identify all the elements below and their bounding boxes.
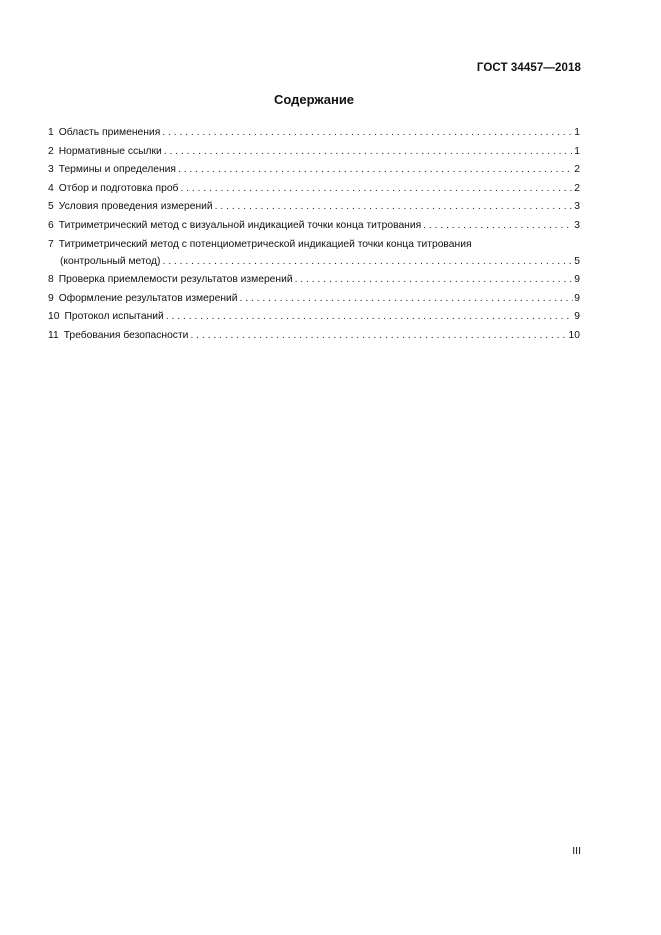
toc-entry-number: 2 <box>48 145 54 157</box>
toc-entry-label: Отбор и подготовка проб <box>58 182 179 194</box>
toc-entry-page: 1 <box>574 145 580 157</box>
toc-entry-label: Проверка приемлемости результатов измерений <box>58 274 293 286</box>
toc-entry-label: Область применения <box>58 127 161 138</box>
toc-entry-page: 9 <box>574 292 580 304</box>
toc-entry[interactable] <box>48 217 580 236</box>
toc-entry-label: Нормативные ссылки <box>58 145 162 157</box>
toc-leader-dots <box>240 290 574 309</box>
toc-entry-continuation[interactable] <box>48 253 580 272</box>
table-of-contents <box>48 124 580 346</box>
toc-entry-page: 2 <box>574 164 580 176</box>
toc-entry-number: 11 <box>48 329 59 341</box>
toc-entry[interactable] <box>48 236 580 253</box>
toc-title: Содержание <box>273 92 355 107</box>
toc-entry-number: 10 <box>48 311 60 323</box>
toc-entry-page: 9 <box>574 274 580 286</box>
toc-entry[interactable] <box>48 271 580 290</box>
toc-entry-label: Протокол испытаний <box>64 311 164 323</box>
toc-entry-label: Титриметрический метод с потенциометрической индикацией точки конца титрования <box>58 238 472 250</box>
toc-leader-dots <box>215 198 574 217</box>
toc-entry-page: 3 <box>574 201 580 213</box>
toc-entry-label: Требования безопасности <box>63 329 189 341</box>
toc-entry[interactable] <box>48 180 580 199</box>
toc-entry-label-continued: (контрольный метод) <box>60 255 161 267</box>
toc-entry-number: 1 <box>48 127 54 138</box>
toc-entry-page: 9 <box>574 311 580 323</box>
toc-entry-page: 2 <box>574 182 580 194</box>
toc-leader-dots <box>162 253 573 272</box>
toc-entry-page: 3 <box>574 219 580 231</box>
document-code: ГОСТ 34457—2018 <box>476 62 581 74</box>
toc-leader-dots <box>190 327 567 346</box>
toc-entry-number: 4 <box>48 182 54 194</box>
toc-entry-label: Титриметрический метод с визуальной индикацией точки конца титрования <box>58 219 422 231</box>
toc-entry[interactable] <box>48 308 580 327</box>
toc-entry[interactable] <box>48 143 580 162</box>
toc-entry-number: 9 <box>48 292 54 304</box>
toc-entry-number: 6 <box>48 219 54 231</box>
toc-leader-dots <box>180 180 573 199</box>
page-number: III <box>572 845 581 857</box>
toc-entry-label: Условия проведения измерений <box>58 201 213 213</box>
toc-entry[interactable] <box>48 124 580 143</box>
toc-leader-dots <box>295 271 574 290</box>
toc-entry-label: Термины и определения <box>58 164 176 176</box>
toc-entry-page: 5 <box>574 255 580 267</box>
toc-entry-number: 3 <box>48 164 54 176</box>
toc-entry-number: 8 <box>48 274 54 286</box>
toc-entry-page: 10 <box>568 329 580 341</box>
toc-leader-dots <box>162 124 573 143</box>
toc-entry-page: 1 <box>574 127 580 138</box>
toc-entry-number: 7 <box>48 238 54 250</box>
toc-entry[interactable] <box>48 327 580 346</box>
toc-entry[interactable] <box>48 290 580 309</box>
toc-leader-dots <box>166 308 573 327</box>
toc-leader-dots <box>423 217 573 236</box>
toc-entry-label: Оформление результатов измерений <box>58 292 238 304</box>
toc-leader-dots <box>178 161 573 180</box>
toc-entry[interactable] <box>48 198 580 217</box>
toc-leader-dots <box>164 143 573 162</box>
toc-entry[interactable] <box>48 161 580 180</box>
toc-entry-number: 5 <box>48 201 54 213</box>
